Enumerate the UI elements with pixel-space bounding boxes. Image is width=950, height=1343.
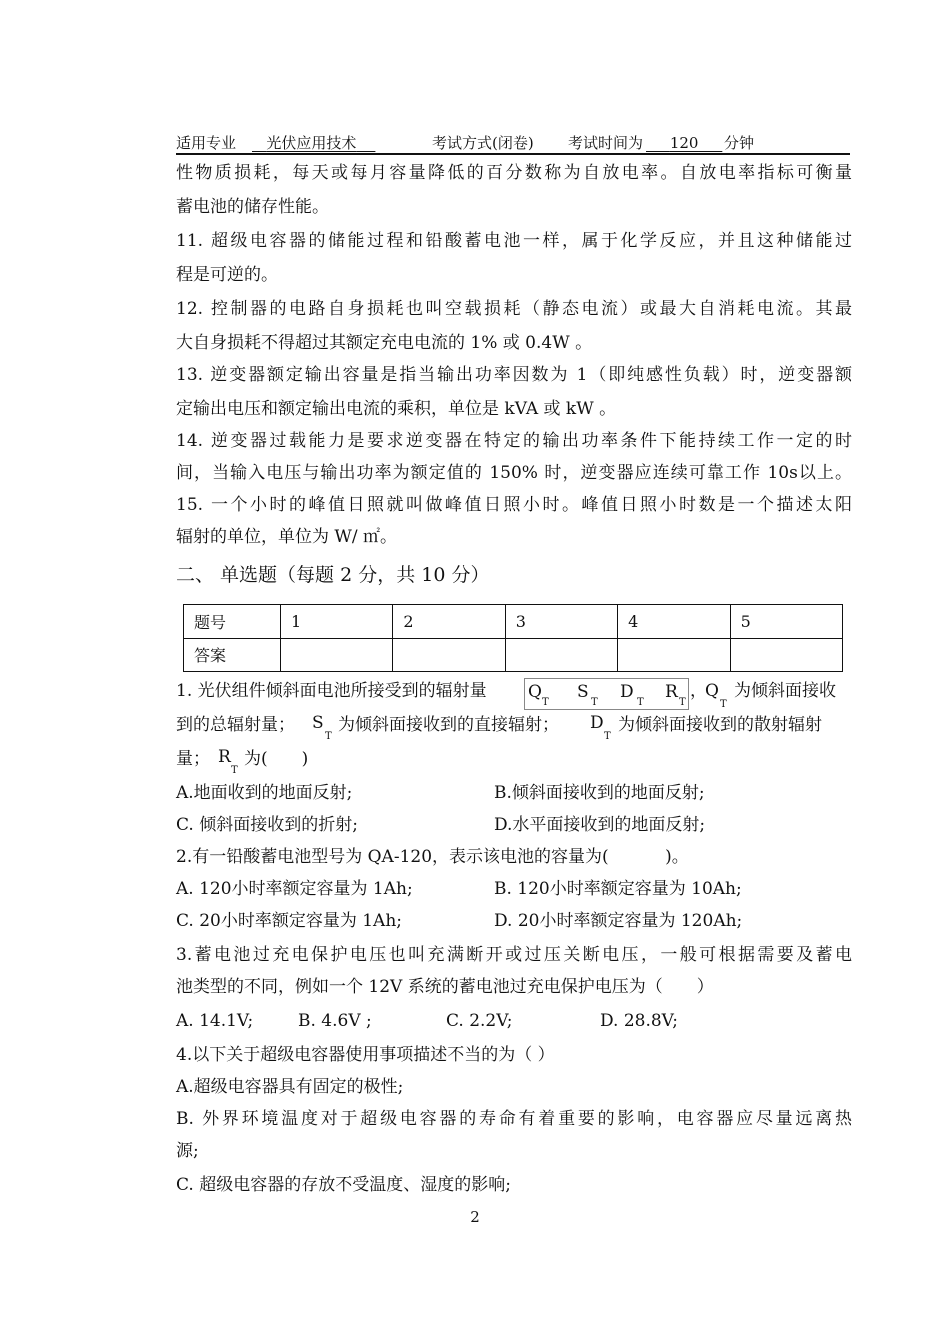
q1-line2-c: 为倾斜面接收到的散射辐射: [618, 715, 822, 735]
q3-stem-line2: 池类型的不同，例如一个 12V 系统的蓄电池过充电保护电压为（ ）: [176, 977, 714, 997]
option-b[interactable]: B.倾斜面接收到的地面反射;: [494, 783, 705, 803]
q4-option-a[interactable]: A.超级电容器具有固定的极性;: [176, 1077, 404, 1097]
formula-symbol: R: [665, 682, 678, 702]
q1-line2: [176, 710, 852, 740]
page-header: [176, 133, 850, 153]
q1-line2-a: 到的总辐射量；: [176, 715, 295, 735]
body-line: 定输出电压和额定输出电流的乘积，单位是 kVA 或 kW 。: [176, 399, 617, 419]
formula-subscript: T: [591, 697, 598, 708]
time-value: 120: [669, 134, 699, 152]
body-line: 11. 超级电容器的储能过程和铅酸蓄电池一样，属于化学反应，并且这种储能过: [176, 231, 852, 251]
option-a[interactable]: A. 120小时率额定容量为 1Ah;: [176, 879, 413, 899]
option-c[interactable]: C. 2.2V;: [446, 1011, 513, 1031]
q4-option-b-line1[interactable]: B. 外界环境温度对于超级电容器的寿命有着重要的影响，电容器应尽量远离热: [176, 1109, 852, 1129]
body-line: 14. 逆变器过载能力是要求逆变器在特定的输出功率条件下能持续工作一定的时: [176, 431, 852, 451]
option-a[interactable]: A.地面收到的地面反射;: [176, 783, 353, 803]
body-line: 程是可逆的。: [176, 265, 278, 285]
formula-symbol: Q: [528, 682, 542, 702]
formula-subscript: T: [542, 697, 549, 708]
answer-cell[interactable]: [281, 638, 393, 672]
q1-symbol-d: D: [590, 713, 604, 733]
section-title: 二、 单选题（每题 2 分，共 10 分）: [176, 564, 490, 586]
q1-subscript: T: [325, 731, 332, 742]
q1-formula-box: [524, 678, 689, 710]
answer-cell[interactable]: [618, 638, 730, 672]
answer-table: [183, 604, 843, 672]
q1-line3-b: 为( ): [244, 749, 309, 769]
q1-line1-suffix: 为倾斜面接收: [734, 681, 836, 701]
body-line: 辐射的单位，单位为 W/ ㎡。: [176, 527, 398, 547]
formula-symbol: S: [577, 682, 589, 702]
exam-mode: 考试方式(闭卷): [432, 134, 534, 152]
q4-option-c[interactable]: C. 超级电容器的存放不受温度、湿度的影响;: [176, 1175, 511, 1195]
q2-stem: 2.有一铅酸蓄电池型号为 QA-120，表示该电池的容量为( )。: [176, 847, 689, 867]
table-cell: 2: [393, 605, 505, 639]
q1-symbol-s: S: [312, 713, 324, 733]
q2-options-cd: [176, 906, 852, 936]
body-line: 13. 逆变器额定输出容量是指当输出功率因数为 1（即纯感性负载）时，逆变器额: [176, 365, 852, 385]
q1-comma: ，: [690, 681, 707, 701]
option-a[interactable]: A. 14.1V;: [176, 1011, 254, 1031]
option-c[interactable]: C. 20小时率额定容量为 1Ah;: [176, 911, 403, 931]
option-b[interactable]: B. 4.6V ;: [298, 1011, 372, 1031]
q4-stem: 4.以下关于超级电容器使用事项描述不当的为（ ）: [176, 1045, 555, 1065]
table-cell: 1: [281, 605, 393, 639]
q2-options-ab: [176, 874, 852, 904]
major-value: 光伏应用技术: [266, 134, 357, 152]
q1-line3-a: 量；: [176, 749, 210, 769]
formula-symbol: D: [620, 682, 634, 702]
page-number: 2: [470, 1208, 480, 1226]
q1-line3: [176, 744, 852, 774]
formula-subscript: T: [637, 697, 644, 708]
q1-symbol-q: Q: [705, 681, 719, 701]
formula-subscript: T: [679, 697, 686, 708]
q3-stem-line1: 3.蓄电池过充电保护电压也叫充满断开或过压关断电压，一般可根据需要及蓄电: [176, 945, 852, 965]
table-cell: 3: [505, 605, 617, 639]
header-rule: [176, 153, 850, 155]
q1-symbol-r: R: [218, 747, 231, 767]
q1-line2-b: 为倾斜面接收到的直接辐射；: [338, 715, 559, 735]
q1-subscript: T: [231, 765, 238, 776]
major-label: 适用专业: [176, 134, 237, 152]
body-line: 大自身损耗不得超过其额定充电电流的 1% 或 0.4W 。: [176, 333, 593, 353]
option-d[interactable]: D. 28.8V;: [600, 1011, 678, 1031]
time-label: 考试时间为: [568, 134, 644, 152]
q3-options: [176, 1006, 852, 1036]
table-row: [184, 605, 843, 639]
table-cell: 4: [618, 605, 730, 639]
table-cell: 题号: [184, 605, 281, 639]
body-line: 性物质损耗，每天或每月容量降低的百分数称为自放电率。自放电率指标可衡量: [176, 163, 852, 183]
q1-stem-prefix: 1. 光伏组件倾斜面电池所接受到的辐射量: [176, 681, 487, 701]
option-c[interactable]: C. 倾斜面接收到的折射;: [176, 815, 358, 835]
body-line: 间，当输入电压与输出功率为额定值的 150% 时，逆变器应连续可靠工作 10s以上。: [176, 463, 852, 483]
table-row: [184, 638, 843, 672]
answer-cell[interactable]: [730, 638, 842, 672]
q1-subscript: T: [720, 699, 727, 710]
q1-options-ab: [176, 778, 852, 808]
option-b[interactable]: B. 120小时率额定容量为 10Ah;: [494, 879, 742, 899]
table-cell: 答案: [184, 638, 281, 672]
q1-subscript: T: [604, 731, 611, 742]
body-line: 15. 一个小时的峰值日照就叫做峰值日照小时。峰值日照小时数是一个描述太阳: [176, 495, 852, 515]
time-unit: 分钟: [724, 134, 755, 152]
q1-options-cd: [176, 810, 852, 840]
answer-cell[interactable]: [505, 638, 617, 672]
answer-cell[interactable]: [393, 638, 505, 672]
body-line: 12. 控制器的电路自身损耗也叫空载损耗（静态电流）或最大自消耗电流。其最: [176, 299, 852, 319]
option-d[interactable]: D. 20小时率额定容量为 120Ah;: [494, 911, 743, 931]
option-d[interactable]: D.水平面接收到的地面反射;: [494, 815, 706, 835]
table-cell: 5: [730, 605, 842, 639]
q4-option-b-line2[interactable]: 源;: [176, 1141, 199, 1161]
body-line: 蓄电池的储存性能。: [176, 197, 329, 217]
